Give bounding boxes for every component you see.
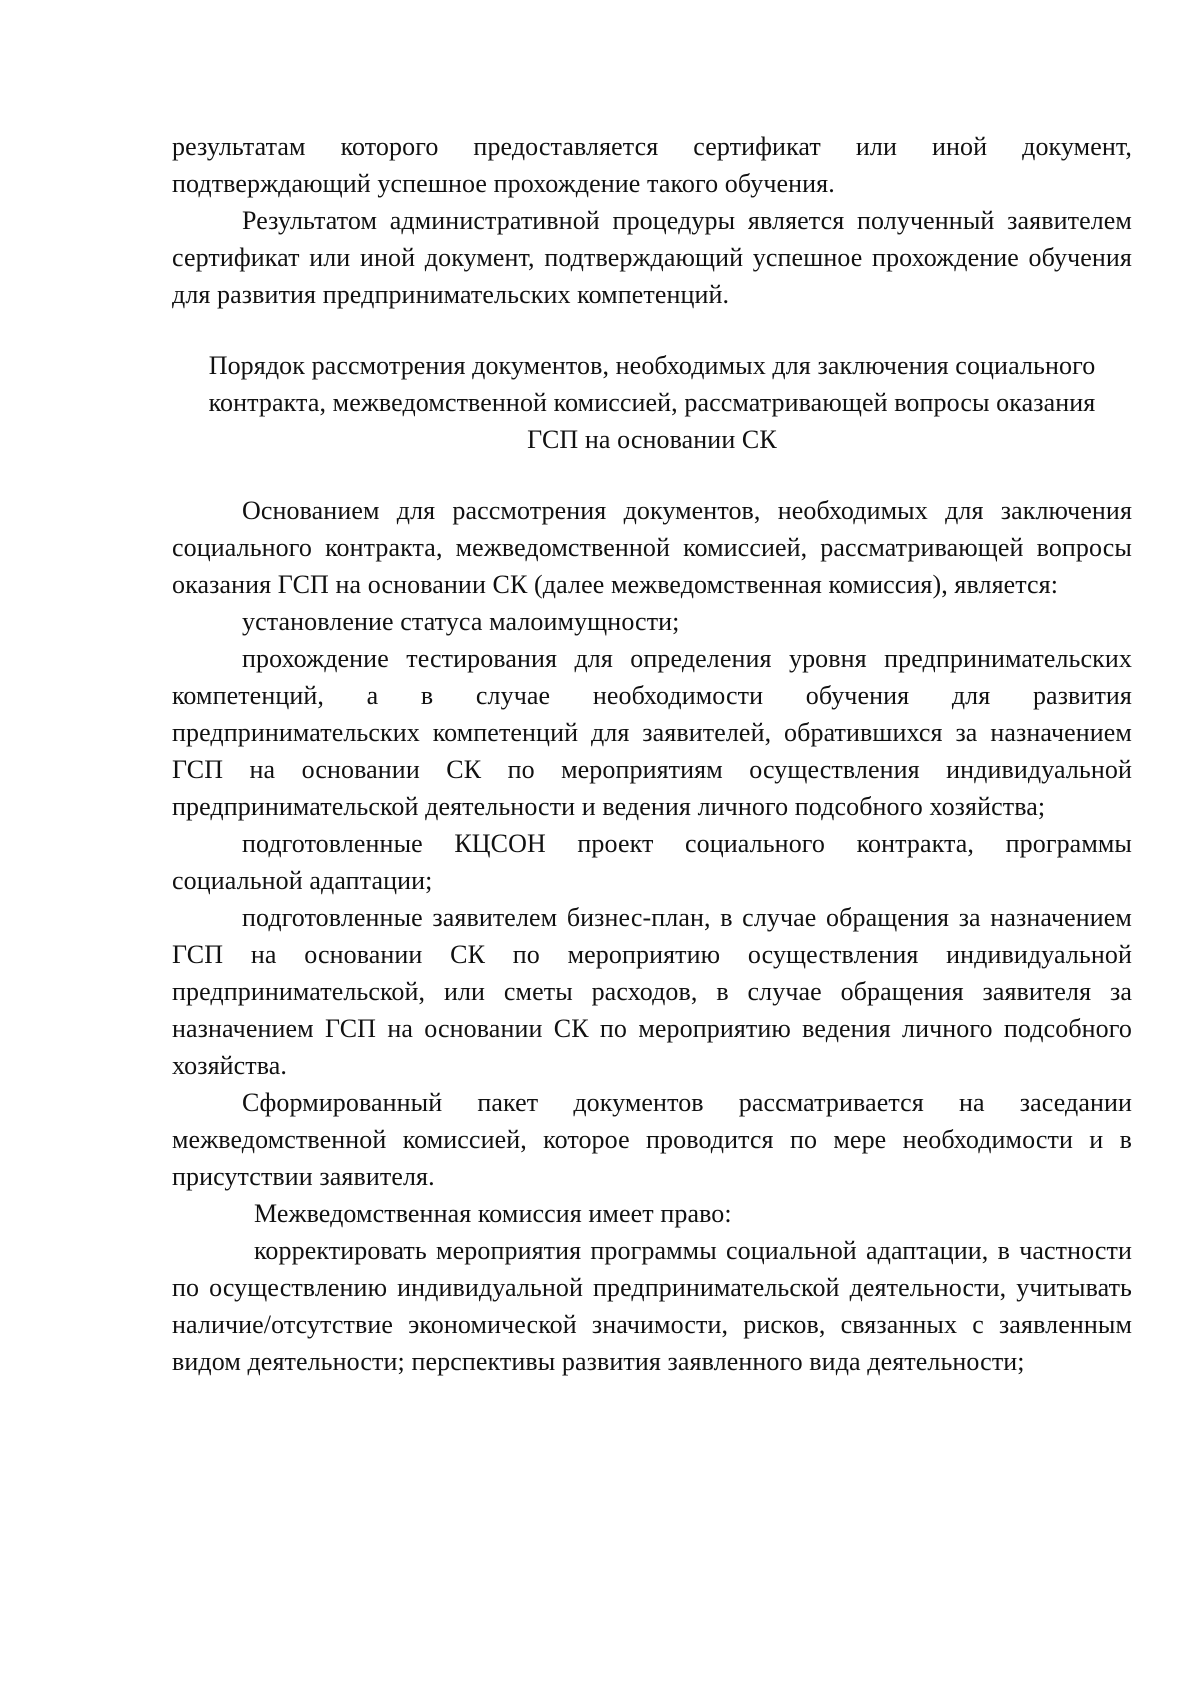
paragraph-basis: Основанием для рассмотрения документов, необходимых для заключения социального контракта, межведомственной комиссией, рассматривающей вопросы оказания ГСП на основании СК (далее межведомственная комиссия), является: [172, 496, 1132, 599]
paragraph-result: Результатом административной процедуры является полученный заявителем сертификат или иной документ, подтверждающий успешное прохождение обучения для развития предпринимательских компетенций. [172, 206, 1132, 309]
list-item-business-plan: подготовленные заявителем бизнес-план, в случае обращения за назначением ГСП на основании СК по мероприятию осуществления индивидуальной предпринимательской, или сметы расходов, в случае обращения заявителя за назначением ГСП на основании СК по мероприятию ведения личного подсобного хозяйства. [172, 903, 1132, 1080]
list-item-testing: прохождение тестирования для определения уровня предпринимательских компетенций, а в случае необходимости обучения для развития предпринимательских компетенций для заявителей, обратившихся за назначением ГСП на основании СК по мероприятиям осуществления индивидуальной предпринимательской деятельности и ведения личного подсобного хозяйства; [172, 644, 1132, 821]
list-item-low-income-status: установление статуса малоимущности; [242, 607, 680, 636]
spacer [172, 313, 1132, 347]
spacer [172, 458, 1132, 492]
list-item-correct-activities: корректировать мероприятия программы социальной адаптации, в частности по осуществлению индивидуальной предпринимательской деятельности, учитывать наличие/отсутствие экономической значимости, рисков, связанных с заявленным видом деятельности; перспективы развития заявленного вида деятельности; [172, 1236, 1132, 1376]
paragraph-commission-rights: Межведомственная комиссия имеет право: [254, 1199, 732, 1228]
list-item-contract-draft: подготовленные КЦСОН проект социального контракта, программы социальной адаптации; [172, 829, 1132, 895]
paragraph-continuation: результатам которого предоставляется сертификат или иной документ, подтверждающий успешное прохождение такого обучения. [172, 132, 1132, 198]
document-body [172, 128, 1132, 1380]
paragraph-package-review: Сформированный пакет документов рассматривается на заседании межведомственной комиссией, которое проводится по мере необходимости и в присутствии заявителя. [172, 1088, 1132, 1191]
section-heading: Порядок рассмотрения документов, необходимых для заключения социального контракта, межведомственной комиссией, рассматривающей вопросы оказания ГСП на основании СК [208, 351, 1096, 454]
